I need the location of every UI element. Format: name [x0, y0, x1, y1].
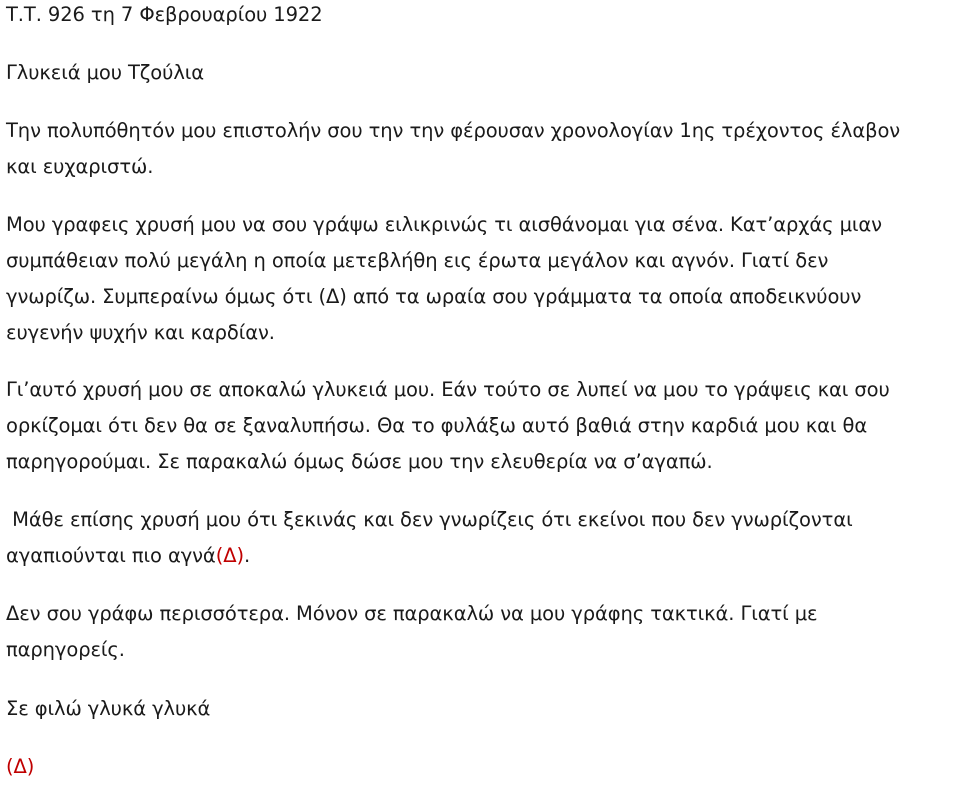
paragraph-4-line-2 — [6, 544, 250, 568]
paragraph-3-line-1: Γι’αυτό χρυσή μου σε αποκαλώ γλυκειά μου. Εάν τούτο σε λυπεί να μου το γράψεις και σου — [6, 378, 890, 401]
paragraph-1-line-1: Την πολυπόθητόν μου επιστολήν σου την την φέρουσαν χρονολογίαν 1ης τρέχοντος έλαβον — [6, 119, 901, 142]
paragraph-3-line-3: παρηγορούμαι. Σε παρακαλώ όμως δώσε μου την ελευθερία να σ’αγαπώ. — [6, 450, 713, 473]
paragraph-2-line-1: Μου γραφεις χρυσή μου να σου γράψω ειλικρινώς τι αισθάνομαι για σένα. Κατ’αρχάς μιαν — [6, 213, 882, 236]
letter-header: Τ.Τ. 926 τη 7 Φεβρουαρίου 1922 — [6, 3, 323, 26]
paragraph-2-line-2: συμπάθειαν πολύ μεγάλη η οποία μετεβλήθη εις έρωτα μεγάλον και αγνόν. Γιατί δεν — [6, 249, 829, 272]
letter-salutation: Γλυκειά μου Τζούλια — [6, 61, 205, 84]
signature-mark: (Δ) — [6, 755, 35, 778]
paragraph-4-line-2-text: αγαπιούνται πιο αγνά — [6, 544, 216, 567]
paragraph-3-line-2: ορκίζομαι ότι δεν θα σε ξαναλυπήσω. Θα το φυλάξω αυτό βαθιά στην καρδιά μου και θα — [6, 414, 868, 437]
paragraph-2-line-3: γνωρίζω. Συμπεραίνω όμως ότι (Δ) από τα ωραία σου γράμματα τα οποία αποδεικνύουν — [6, 285, 862, 308]
paragraph-1-line-2: και ευχαριστώ. — [6, 155, 154, 178]
paragraph-5-line-1: Δεν σου γράφω περισσότερα. Μόνον σε παρακαλώ να μου γράφης τακτικά. Γιατί με — [6, 602, 818, 625]
letter-closing: Σε φιλώ γλυκά γλυκά — [6, 697, 211, 720]
editor-mark: (Δ) — [215, 544, 244, 567]
paragraph-2-line-4: ευγενήν ψυχήν και καρδίαν. — [6, 321, 275, 344]
paragraph-4-line-1: Μάθε επίσης χρυσή μου ότι ξεκινάς και δεν γνωρίζεις ότι εκείνοι που δεν γνωρίζονται — [6, 508, 853, 531]
paragraph-4-line-2-end: . — [243, 544, 251, 567]
paragraph-5-line-2: παρηγορείς. — [6, 638, 125, 661]
